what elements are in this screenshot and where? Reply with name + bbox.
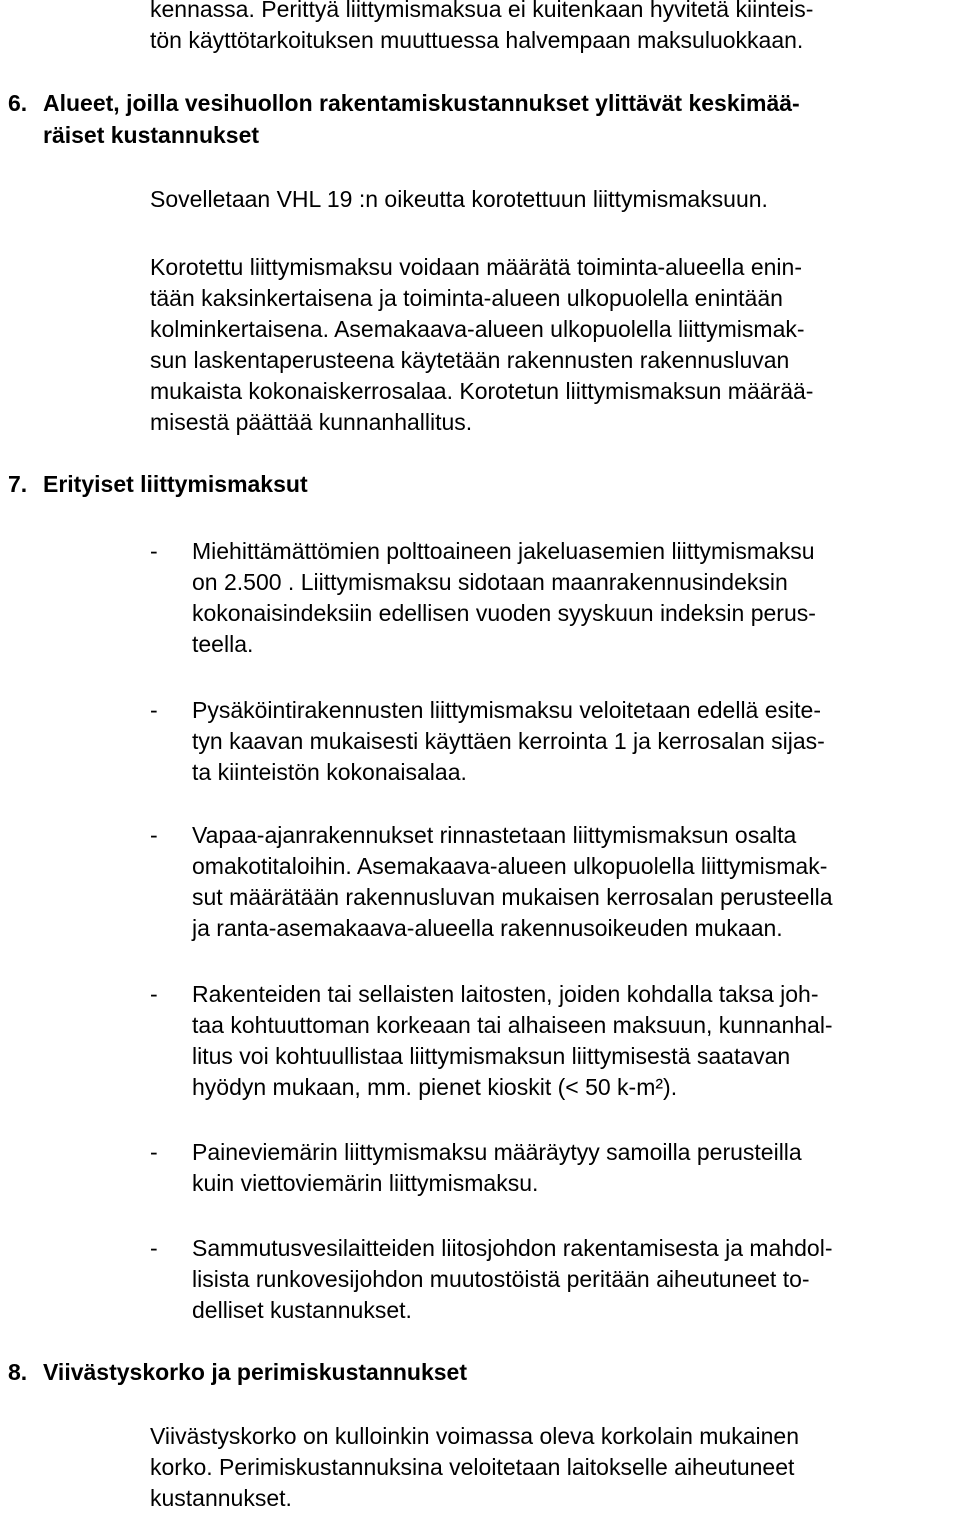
bullet-dash: - (150, 538, 158, 564)
section-8-number: 8. (8, 1359, 28, 1385)
list-item-1-line-1: Miehittämättömien polttoaineen jakeluasemien liittymismaksu (192, 538, 815, 564)
section-7-title: Erityiset liittymismaksut (43, 471, 308, 497)
list-item-6-line-2: lisista runkovesijohdon muutostöistä peritään aiheutuneet to- (192, 1266, 810, 1292)
list-item-5-line-1: Paineviemärin liittymismaksu määräytyy samoilla perusteilla (192, 1139, 802, 1165)
bullet-dash: - (150, 697, 158, 723)
section-6-para-2-line-2: tään kaksinkertaisena ja toiminta-alueen ulkopuolella enintään (150, 285, 783, 311)
list-item-1-line-3: kokonaisindeksiin edellisen vuoden syyskuun indeksin perus- (192, 600, 816, 626)
list-item-6-line-1: Sammutusvesilaitteiden liitosjohdon rakentamisesta ja mahdol- (192, 1235, 833, 1261)
intro-line-2: tön käyttötarkoituksen muuttuessa halvempaan maksuluokkaan. (150, 27, 804, 53)
section-6-para-2-line-3: kolminkertaisena. Asemakaava-alueen ulkopuolella liittymismak- (150, 316, 805, 342)
list-item-3-line-4: ja ranta-asemakaava-alueella rakennusoikeuden mukaan. (192, 915, 783, 941)
intro-line-1: kennassa. Perittyä liittymismaksua ei kuitenkaan hyvitetä kiinteis- (150, 0, 814, 22)
list-item-3-line-2: omakotitaloihin. Asemakaava-alueen ulkopuolella liittymismak- (192, 853, 828, 879)
section-6-title-line-1: Alueet, joilla vesihuollon rakentamiskustannukset ylittävät keskimää- (43, 90, 800, 116)
section-6-title-line-2: räiset kustannukset (43, 122, 260, 148)
list-item-1-line-4: teella. (192, 631, 254, 657)
section-6-para-1: Sovelletaan VHL 19 :n oikeutta korotettuun liittymismaksuun. (150, 186, 768, 212)
list-item-2-line-3: ta kiinteistön kokonaisalaa. (192, 759, 467, 785)
section-8-para-line-3: kustannukset. (150, 1485, 292, 1511)
list-item-4-line-4: hyödyn mukaan, mm. pienet kioskit (< 50 k-m²). (192, 1074, 678, 1100)
bullet-dash: - (150, 822, 158, 848)
section-7-number: 7. (8, 471, 28, 497)
list-item-6-line-3: delliset kustannukset. (192, 1297, 412, 1323)
list-item-4-line-3: litus voi kohtuullistaa liittymismaksun liittymisestä saatavan (192, 1043, 791, 1069)
section-8-title: Viivästyskorko ja perimiskustannukset (43, 1359, 467, 1385)
list-item-2-line-1: Pysäköintirakennusten liittymismaksu veloitetaan edellä esite- (192, 697, 821, 723)
list-item-5-line-2: kuin viettoviemärin liittymismaksu. (192, 1170, 539, 1196)
section-8-para-line-1: Viivästyskorko on kulloinkin voimassa oleva korkolain mukainen (150, 1423, 799, 1449)
section-6-para-2-line-1: Korotettu liittymismaksu voidaan määrätä toiminta-alueella enin- (150, 254, 802, 280)
section-6-para-2-line-5: mukaista kokonaiskerrosalaa. Korotetun liittymismaksun määrää- (150, 378, 814, 404)
section-8-para-line-2: korko. Perimiskustannuksina veloitetaan laitokselle aiheutuneet (150, 1454, 795, 1480)
list-item-3-line-3: sut määrätään rakennusluvan mukaisen kerrosalan perusteella (192, 884, 833, 910)
bullet-dash: - (150, 981, 158, 1007)
list-item-4-line-2: taa kohtuuttoman korkeaan tai alhaiseen maksuun, kunnanhal- (192, 1012, 833, 1038)
list-item-2-line-2: tyn kaavan mukaisesti käyttäen kerrointa 1 ja kerrosalan sijas- (192, 728, 825, 754)
list-item-1-line-2: on 2.500 . Liittymismaksu sidotaan maanrakennusindeksin (192, 569, 788, 595)
bullet-dash: - (150, 1235, 158, 1261)
list-item-4-line-1: Rakenteiden tai sellaisten laitosten, joiden kohdalla taksa joh- (192, 981, 819, 1007)
section-6-para-2-line-6: misestä päättää kunnanhallitus. (150, 409, 473, 435)
section-6-number: 6. (8, 90, 28, 116)
bullet-dash: - (150, 1139, 158, 1165)
list-item-3-line-1: Vapaa-ajanrakennukset rinnastetaan liittymismaksun osalta (192, 822, 797, 848)
section-6-para-2-line-4: sun laskentaperusteena käytetään rakennusten rakennusluvan (150, 347, 790, 373)
